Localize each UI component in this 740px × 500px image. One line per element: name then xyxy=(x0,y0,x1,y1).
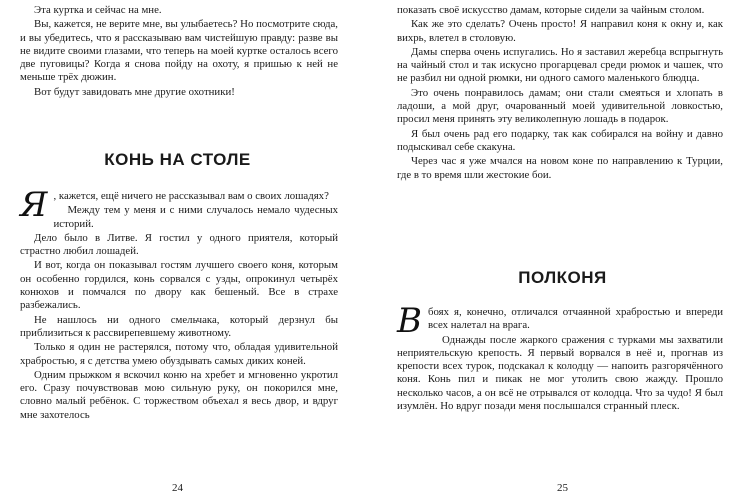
right-page xyxy=(385,0,740,500)
chapter-title: ПОЛКОНЯ xyxy=(518,268,607,287)
paragraph: Между тем у меня и с ними случалось немало чудесных историй. xyxy=(53,204,338,230)
chapter-title: КОНЬ НА СТОЛЕ xyxy=(104,150,251,169)
paragraph: И вот, когда он показывал гостям лучшего своего коня, которым он особенно гордился, конь сорвался с узды, опрокинул четырёх конюхов и помчался по двору как бешеный. Все в страхе разбежались. xyxy=(20,259,338,312)
paragraph: Одним прыжком я вскочил коню на хребет и мгновенно укротил его. Сразу почувствовав мою сильную руку, он покорился мне, словно малый ребёнок. С торжеством объехал я весь двор, и вдруг мне захотелось xyxy=(20,368,338,421)
paragraph: Вот будут завидовать мне другие охотники! xyxy=(34,85,235,98)
page-number: 25 xyxy=(557,482,568,494)
left-page xyxy=(0,0,355,500)
paragraph: Дело было в Литве. Я гостил у одного приятеля, который страстно любил лошадей. xyxy=(20,231,338,258)
dropcap-letter: В xyxy=(397,301,422,341)
paragraph: Эта куртка и сейчас на мне. xyxy=(34,4,162,16)
paragraph: показать своё искусство дамам, которые сидели за чайным столом. xyxy=(397,4,705,16)
right-continuation-text xyxy=(397,4,723,183)
dropcap-paragraph-text: , кажется, ещё ничего не рассказывал вам о своих лошадях? xyxy=(53,190,329,202)
left-chapter-text xyxy=(20,185,338,423)
paragraph: Не нашлось ни одного смельчака, который дерзнул бы приблизиться к рассвирепевшему животному. xyxy=(20,313,338,339)
paragraph: Однажды после жаркого сражения с турками мы захватили неприятельскую крепость. Я первый ворвался в неё и, прогнав из крепости всех турок, подскакал к колодцу — напоить разгорячённого коня. Конь пил и пикак не мог утолить свою жажду. Прошло несколько часов, а он всё не отрывался от колодца. Что за чудо! Я был изумлён. Но вдруг позади меня послышался странный плеск. xyxy=(397,333,723,413)
dropcap-paragraph-text: боях я, конечно, отличался отчаянной храбростью и впереди всех налетал на врага. xyxy=(428,306,723,332)
paragraph: Через час я уже мчался на новом коне по направлению к Турции, где в то время шли жестокие бои. xyxy=(397,155,723,181)
page-number: 24 xyxy=(172,482,183,494)
paragraph: Только я один не растерялся, потому что, обладая удивительной храбростью, я с детства умею обуздывать самых диких коней. xyxy=(20,341,338,367)
dropcap-paragraph xyxy=(397,301,723,341)
paragraph: Дамы сперва очень испугались. Но я заставил жеребца вспрыгнуть на чайный стол и так искусно прогарцевал среди рюмок и чашек, что не разбил ни одной рюмки, ни одного самого маленького блюдца. xyxy=(397,45,723,85)
dropcap-letter: Я xyxy=(20,185,48,225)
paragraph: Вы, кажется, не верите мне, вы улыбаетесь? Но посмотрите сюда, и вы убедитесь, что я рассказываю вам чистейшую правду: разве вы не видите своими глазами, что теперь на моей куртке осталось всего две пуговицы? Когда я снова пойду на охоту, я пришью к ней не меньше трёх дюжин. xyxy=(20,18,338,84)
paragraph: Как же это сделать? Очень просто! Я направил коня к окну и, как вихрь, влетел в столовую. xyxy=(397,18,723,44)
right-chapter-text xyxy=(397,301,723,414)
paragraph: Это очень понравилось дамам; они стали смеяться и хлопать в ладоши, а мой друг, очарованный моей удивительной ловкостью, просил меня принять эту великолепную лошадь в подарок. xyxy=(397,86,723,126)
left-intro-text xyxy=(20,4,338,100)
paragraph: Я был очень рад его подарку, так как собирался на войну и давно подыскивал себе скакуна. xyxy=(397,127,723,153)
